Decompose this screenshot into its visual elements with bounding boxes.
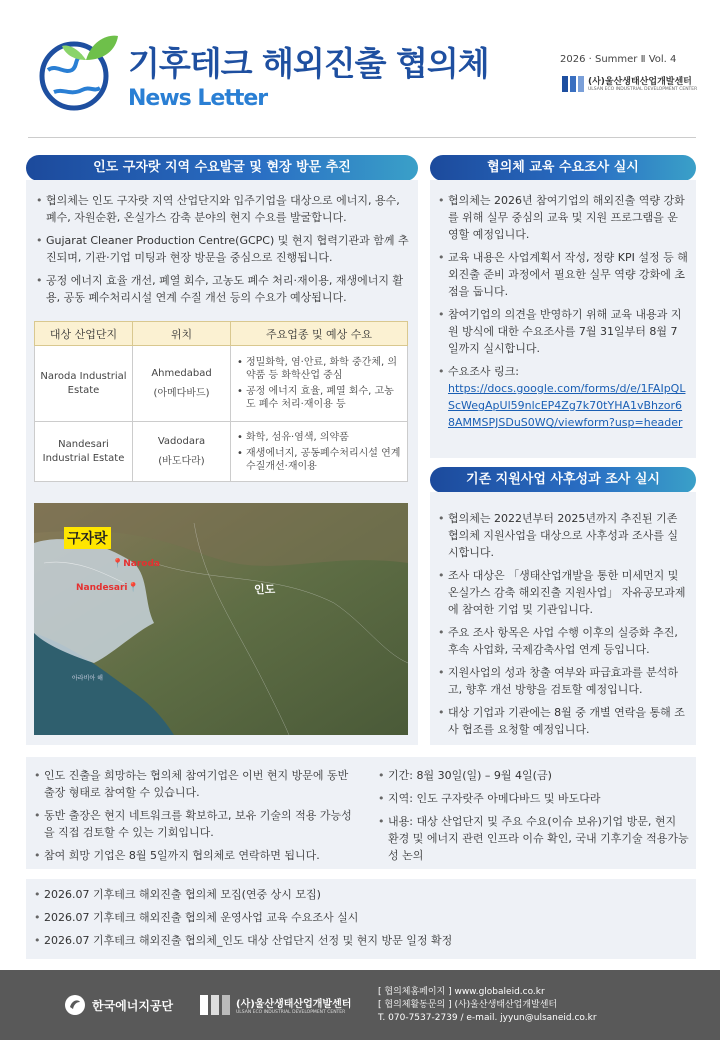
- estate-name: Nandesari Industrial Estate: [35, 422, 133, 482]
- table-row: [35, 422, 408, 482]
- estate-demand: • 화학, 섬유·염색, 의약품 • 재생에너지, 공동폐수처리시설 연계 수질개선·재이용: [231, 422, 408, 482]
- gujarat-map: [34, 503, 408, 735]
- estate-name: Naroda Industrial Estate: [35, 346, 133, 422]
- list-item: • 인도 진출을 희망하는 협의체 참여기업은 이번 현지 방문에 동반 출장 형태로 참여할 수 있습니다.: [34, 767, 358, 801]
- map-sea-label: 아라비아 해: [72, 675, 103, 682]
- visit-left-bullets: [34, 767, 358, 870]
- list-item: • 협의체는 인도 구자랏 지역 산업단지와 입주기업을 대상으로 에너지, 용수, 폐수, 자원순환, 온실가스 감축 분야의 현지 수요를 발굴합니다.: [36, 192, 410, 226]
- list-item: • 2026.07 기후테크 해외진출 협의체 모집(연중 상시 모집): [34, 886, 684, 903]
- education-bullets: [438, 192, 688, 437]
- list-item: • 대상 기업과 기관에는 8월 중 개별 연락을 통해 조사 협조를 요청할 예정입니다.: [438, 704, 688, 738]
- org-name-en: ULSAN ECO INDUSTRIAL DEVELOPMENT CENTER: [588, 87, 698, 92]
- list-item: • 공정 에너지 효율 개선, 폐열 회수, 고농도 폐수 처리·재이용, 재생에너지 활용, 공동 폐수처리시설 연계 수질 개선 등의 수요가 예상됩니다.: [36, 272, 410, 306]
- list-item: • 내용: 대상 산업단지 및 주요 수요(이슈 보유)기업 방문, 현지 환경 및 에너지 관련 인프라 이슈 확인, 국내 기후기술 적용가능성 논의: [378, 813, 690, 864]
- gujarat-bullets: [36, 192, 410, 312]
- section-heading-survey: 기존 지원사업 사후성과 조사 실시: [430, 467, 696, 493]
- list-item: • 기간: 8월 30일(일) – 9월 4일(금): [378, 767, 690, 784]
- list-item: • Gujarat Cleaner Production Centre(GCPC) 및 현지 협력기관과 함께 추진되며, 기관·기업 미팅과 현장 방문을 중심으로 진행됩니다.: [36, 232, 410, 266]
- list-item: • 참여기업의 의견을 반영하기 위해 교육 내용과 지원 방식에 대한 수요조사를 7월 31일부터 8월 7일까지 실시합니다.: [438, 306, 688, 357]
- estate-location: Ahmedabad (아메다바드): [133, 346, 231, 422]
- footer-homepage: [ 협의체홈페이지 ] www.globaleid.co.kr: [378, 987, 545, 997]
- footer-org-name-en: ULSAN ECO INDUSTRIAL DEVELOPMENT CENTER: [236, 1010, 346, 1015]
- industrial-estate-table: [34, 321, 408, 482]
- table-header: 위치: [133, 322, 231, 346]
- volume-label: 2026 · Summer Ⅱ Vol. 4: [560, 54, 677, 65]
- eid-logo-icon: [562, 74, 584, 94]
- list-item: • 주요 조사 항목은 사업 수행 이후의 실증화 추진, 후속 사업화, 국제감축사업 연계 등입니다.: [438, 624, 688, 658]
- list-item: • 조사 대상은 「생태산업개발을 통한 미세먼지 및 온실가스 감축 해외진출 지원사업」 자유공모과제에 참여한 기업 및 기관입니다.: [438, 567, 688, 618]
- list-item: • 수요조사 링크: https://docs.google.com/forms/d/e/1FAIpQLScWegApUl59nlcEP4Zg7k70tYHA1vBhzor68AMMSPJSDuS0WQ/viewform?usp=header: [438, 363, 688, 431]
- org-logo: [562, 72, 698, 98]
- estate-demand: • 정밀화학, 염·안료, 화학 중간체, 의약품 등 화학산업 중심 • 공정 에너지 효율, 폐열 회수, 고농도 폐수 처리·재이용 등: [231, 346, 408, 422]
- survey-link[interactable]: https://docs.google.com/forms/d/e/1FAIpQLScWegApUl59nlcEP4Zg7k70tYHA1vBhzor68AMMSPJSDuS0WQ/viewform?usp=header: [448, 382, 686, 429]
- footer-contact: [378, 986, 597, 1025]
- list-item: • 협의체는 2022년부터 2025년까지 추진된 기존 협의체 지원사업을 대상으로 사후성과 조사를 실시합니다.: [438, 510, 688, 561]
- section-heading-gujarat: 인도 구자랏 지역 수요발굴 및 현장 방문 추진: [26, 155, 418, 181]
- newsletter-title: 기후테크 해외진출 협의체: [128, 44, 489, 83]
- map-marker-nandesari: Nandesari📍: [76, 583, 139, 593]
- org-name: (사)울산생태산업개발센터: [588, 77, 692, 87]
- map-region-label: 구자랏: [64, 527, 111, 549]
- list-item: • 지역: 인도 구자랏주 아메다바드 및 바도다라: [378, 790, 690, 807]
- footer-logo-energy-agency: 한국에너지공단: [92, 999, 174, 1013]
- table-header: 대상 산업단지: [35, 322, 133, 346]
- energy-agency-logo-icon: [64, 994, 86, 1016]
- header-divider: [28, 137, 696, 138]
- table-header: 주요업종 및 예상 수요: [231, 322, 408, 346]
- footer-phone-email: T. 070-7537-2739 / e-mail. jyyun@ulsaneid.co.kr: [378, 1013, 597, 1023]
- section-heading-education: 협의체 교육 수요조사 실시: [430, 155, 696, 181]
- list-item: • 2026.07 기후테크 해외진출 협의체 운영사업 교육 수요조사 실시: [34, 909, 684, 926]
- visit-right-bullets: [378, 767, 690, 870]
- news-list: [34, 886, 684, 955]
- estate-location: Vadodara (바도다라): [133, 422, 231, 482]
- list-item: • 참여 희망 기업은 8월 5일까지 협의체로 연락하면 됩니다.: [34, 847, 358, 864]
- map-country-label: 인도: [254, 583, 276, 596]
- list-item: • 2026.07 기후테크 해외진출 협의체_인도 대상 산업단지 선정 및 현지 방문 일정 확정: [34, 932, 684, 949]
- footer-org-name: (사)울산생태산업개발센터: [236, 999, 352, 1010]
- table-row: [35, 346, 408, 422]
- list-item: • 지원사업의 성과 창출 여부와 파급효과를 분석하고, 향후 개선 방향을 검토할 예정입니다.: [438, 664, 688, 698]
- list-item: • 교육 내용은 사업계획서 작성, 정량 KPI 설정 등 해외진출 준비 과정에서 필요한 실무 역량 강화에 초점을 둡니다.: [438, 249, 688, 300]
- footer-eid-logo-icon: [200, 992, 230, 1018]
- globe-leaf-logo-icon: [34, 30, 122, 114]
- footer-inquiry: [ 협의체활동문의 ] (사)울산생태산업개발센터: [378, 1000, 558, 1010]
- footer: [0, 970, 720, 1040]
- survey-bullets: [438, 510, 688, 744]
- map-marker-naroda: 📍Naroda: [112, 559, 160, 569]
- list-item: • 동반 출장은 현지 네트워크를 확보하고, 보유 기술의 적용 가능성을 직접 검토할 수 있는 기회입니다.: [34, 807, 358, 841]
- list-item: • 협의체는 2026년 참여기업의 해외진출 역량 강화를 위해 실무 중심의 교육 및 지원 프로그램을 운영할 예정입니다.: [438, 192, 688, 243]
- header: [0, 0, 720, 140]
- newsletter-subtitle: News Letter: [128, 86, 268, 111]
